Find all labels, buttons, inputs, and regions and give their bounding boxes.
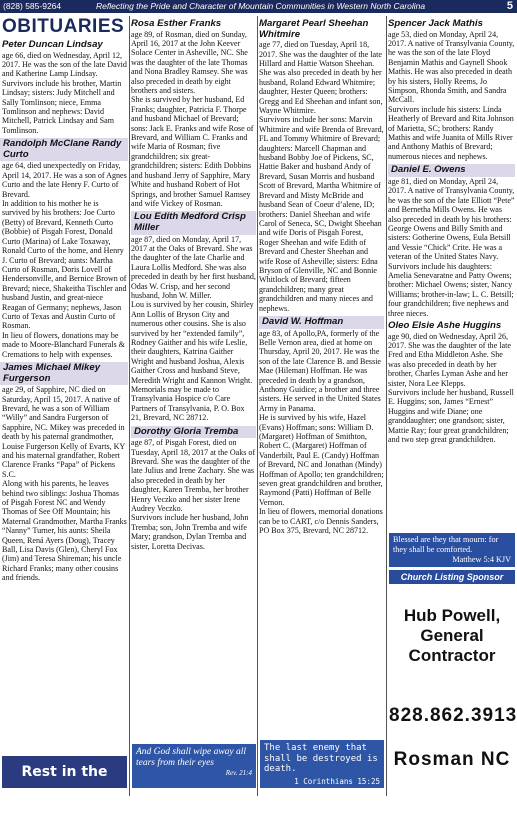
page-number: 5 xyxy=(506,0,513,12)
obituary-james-michael-mikey-furgerson xyxy=(2,362,127,583)
obituary-text: age 89, of Rosman, died on Sunday, April 16, 2017 at the John Keever Solace Center in Asheville, NC. She was the daughter of the late Thomas and Nona Bradley Ramsey. She was also preceded in death by eight brothers and sisters. She is survived by her husband, Ed Franks; daughter, Patricia F. Thorpe and husband Michael of Brevard; sons: Jack E. Franks and wife Rose of Brevard, and William C. Franks and wife Maria of Rosman; five grandchildren; six great-grandchildren; sisters: Edith Dobbins and husband Jerry of Sapphire, Mary White and husband Robert of Hot Springs, and brother Samuel Ramsey and wife Vickey of Rosman. xyxy=(131,29,254,208)
sponsor-header xyxy=(389,570,515,584)
obituary-oleo-elsie-ashe-huggins xyxy=(388,321,515,444)
obituary-david-w-hoffman xyxy=(259,316,384,536)
verse-text: And God shall wipe away all tears from their eyes xyxy=(136,747,247,768)
sponsor-location: Rosman NC xyxy=(393,749,511,770)
obituary-name: Lou Edith Medford Crisp Miller xyxy=(134,211,246,233)
banner-text: Rest in the Lord xyxy=(21,764,108,812)
obituary-text: age 90, died on Wednesday, April 26, 2017. She was the daughter of the late Fred and Etha Middleton Ashe. She was also preceded in death by her brother, Charles Lyman Ashe and her sister, Nora Lee Klepps. Survivors include her husband, Russell E. Huggins; son, James “Ernest” Huggins and wife Diane; one granddaughter; one grandson; sister, Mattie Ray; four great grandchildren; and two step great grandchildren. xyxy=(388,331,514,445)
verse-reference: 1 Corinthians 15:25 xyxy=(294,776,380,786)
obituary-randolph-mcclane-randy-curto xyxy=(2,138,127,359)
verse-reference: Matthew 5:4 KJV xyxy=(452,555,511,564)
header-tagline: Reflecting the Pride and Character of Mountain Communities in Western North Carolina xyxy=(96,1,426,11)
obituary-name: James Michael Mikey Furgerson xyxy=(3,361,101,384)
sponsor-name-line3: Contractor xyxy=(408,646,496,665)
verse-box-rev xyxy=(132,744,256,788)
obituary-rosa-esther-franks xyxy=(131,19,256,208)
obituary-peter-duncan-lindsay xyxy=(2,40,127,135)
obituary-name: Margaret Pearl Sheehan Whitmire xyxy=(259,18,369,40)
obituary-text: age 87, died on Monday, April 17, 2017 at the Oaks of Brevard. She was the daughter of the late Charlie and Laura Lollis Medford. She was also preceded in death by her first husband, Odas W. Crisp, and her second husband, John W. Miller. Lou is survived by her cousin, Shirley Ann Lollis of Bryson City and numerous other cousins. She is also survived by her “extended family”, Rodney Gaither and his wife Leslie, their daughters, Katrina Gaither Wright and husband Joshua, Alexis Gaither Cross and husband Steve, Meredith Wright and Kannon Wright. Memorials may be made to Transylvania Hospice c/o Care Partners of Transylvania, P. O. Box 21, Brevard, NC 28712. xyxy=(131,234,256,423)
section-title: OBITUARIES xyxy=(2,16,125,37)
obituary-text: age 64, died unexpectedly on Friday, April 14, 2017. He was a son of Agnes Curto and the late Henry F. Curto of Brevard. In addition to his mother he is survived by his brothers: Joe Curto (Betty) of Brevard, Kenneth Curto (Bobbie) of Pisgah Forest, Donald Curto (Marina) of Lake Toxaway, Ronald Curto of the home, and Henry J. Curto of Brevard; aunts: Martha Curto of Rosman, Doris Lovell of Hendersonville, and Bernice Brown of Brevard; niece, Shakeitha Tischler and husband Justin, and great-niece Reagan of Germany; nephews, Jason Curto of Texas and Austin Curto of Rosman. In lieu of flowers, donations may be made to Moore-Blanchard Funerals & Cremations to help with expenses. xyxy=(2,161,127,359)
obituary-text: age 87, of Pisgah Forest, died on Tuesday, April 18, 2017 at the Oaks of Brevard. She was the daughter of the late Julius and Irene Zachary. She was also preceded in death by her daughter, Karen Tremba, her brother Henry Veczko and her sister Irene Audrey Veczko. Survivors include her husband, John Tremba; son, John Tremba and wife Mary; grandson, Dylan Tremba and sister, Loretta Decivas. xyxy=(131,438,256,551)
column-rule xyxy=(257,16,258,796)
obituary-text: age 66, died on Wednesday, April 12, 2017. He was the son of the late David and Katherine Lamp Lindsay. Survivors include his brother, Martin Lindsay; sisters: Judy Mitchell and Sally Tomlinson; niece, Emma Tomlinson and nephews: David Mitchell, Patrick Lindsay and Sam Tomlinson. xyxy=(2,50,127,135)
page-header-bar xyxy=(0,0,517,13)
obituary-name: Dorothy Gloria Tremba xyxy=(134,425,239,437)
obituary-dorothy-gloria-tremba xyxy=(131,426,256,551)
sponsor-header-text: Church Listing Sponsor xyxy=(400,572,504,582)
column-rule xyxy=(129,16,130,796)
obituary-name: Spencer Jack Mathis xyxy=(388,18,483,29)
obituary-name: Rosa Esther Franks xyxy=(131,18,222,29)
sponsor-name-line1: Hub Powell, xyxy=(403,606,501,625)
obituary-spencer-jack-mathis xyxy=(388,19,515,161)
verse-box-matthew xyxy=(389,533,515,567)
obituary-name-box xyxy=(131,211,256,234)
obituary-name-box xyxy=(0,362,128,385)
obituary-lou-edith-medford-crisp-miller xyxy=(131,211,256,422)
obituary-text: age 53, died on Monday, April 24, 2017. A native of Transylvania County, he was the son of the late Floyd Benjamin Mathis and Gaynell Shook Mathis. He was also preceded in death by his sisters, Holly Reems, Jo Simpson, Rhonda Smith, and Sandra McCall. Survivors include his sisters: Linda Heatherly of Brevard and Rita Johnson of Marietta, SC; brothers: Randy Mathis and wife Juanita of Mills River and Anthony Mathis of Brevard; numerous nieces and nephews. xyxy=(388,29,515,161)
column-rule xyxy=(386,16,387,796)
column-1 xyxy=(2,16,127,750)
obituary-name-box xyxy=(388,164,515,177)
column-4 xyxy=(388,16,515,530)
column-3 xyxy=(259,16,384,742)
verse-text: The last enemy that shall be destroyed is death. xyxy=(264,743,378,774)
obituary-name: Randolph McClane Randy Curto xyxy=(3,138,122,160)
rest-in-the-lord-banner xyxy=(2,756,127,812)
sponsor-name-line2: General xyxy=(420,626,484,645)
obituary-name-box xyxy=(131,426,256,439)
obituary-text: age 77, died on Tuesday, April 18, 2017. She was the daughter of the late Hillard and Hattie Watson Sheehan. She was also preceded in death by her husband, Roland Edward Whitmire; daughter, Hester Queen; brothers: Gregg and Ed Sheehan and infant son, Wayne Whitmire. Survivors include her sons: Marvin Whitmire and wife Brenda of Brevard, FL and Tommy Whitmire of Brevard; daughters: Marcell Chapman and husband Bobby Joe of Pickens, SC, Hattie Baker and husband Andy of Brevard, Susan Morris and husband Scott of Brevard, Martha Whitmire of Brevard and Misty McBride and husband Sean of Coeur d’alene, ID; brothers: Daniel Sheehan and wife Carol of Seneca, SC, Dwight Sheehan and wife Doris of Pisgah Forest, Roger Sheehan and wife Edith of Brevard and Chester Sheehan and wife Rose of Asheville; sisters: Edna Bryson of Glenville, NC and Bonnie Whitlock of Brevard; fifteen grandchildren; many great grandchildren and many nieces and nephews. xyxy=(259,40,384,313)
column-2 xyxy=(131,16,256,742)
obituary-daniel-e-owens xyxy=(388,164,515,318)
sponsor-ad xyxy=(389,588,515,794)
obituary-name: Daniel E. Owens xyxy=(391,164,466,176)
obituary-text: age 83, of Apollo,PA, formerly of the Belle Vernon area, died at home on Thursday, April 20, 2017. He was the son of the late Clarence B. and Bessie Mae (Hileman) Hoffman. He was preceded in death by a grandson, Anthony Guidice; a brother and three sisters. He served in the United States Army in Panama. He is survived by his wife, Hazel (Evans) Hoffman; sons: William D. (Margaret) Hoffman of Smithton, Robert C. (Margaret) Hoffman of Vanderbilt, Paul E. (Candy) Hoffman of Brevard, NC and Jonathan (Mindy) Hoffman of Apollo; ten grandchildren; seven great grandchildren and brother, Raymond (Patti) Hoffman of Belle Vernon. In lieu of flowers, memorial donations can be to CART, c/o Dennis Sanders, PO Box 375, Brevard, NC 28712. xyxy=(259,328,384,536)
verse-reference: Rev. 21:4 xyxy=(225,769,252,777)
obituary-text: age 29, of Sapphire, NC died on Saturday, April 15, 2017. A native of Brevard, he was a son of William “Willy” and Sandra Furgerson of Sapphire, NC. Mikey was preceded in death by his paternal grandmother, Louise Furgerson Kelly of Evarts, KY and his maternal grandfather, Robert Clarence Franks “Papa” of Pickens S.C. Along with his parents, he leaves behind two siblings: Joshua Thomas of Pisgah Forest NC and Wendy Thomas of See Off Mountain; his Maternal Grandmother, Martha Franks “Nanny” Turner, his aunts: Sheila Queen, Rená Ayers (Doug), Tracey Ball, Lisa Davis (Glen), Cheryl Fox (Jim) and Teresa Shireman; his uncle Richard Franks; many other cousins and friends. xyxy=(2,385,127,583)
obituary-name-box xyxy=(0,138,128,161)
obituary-margaret-pearl-sheehan-whitmire xyxy=(259,19,384,313)
obituary-name: Peter Duncan Lindsay xyxy=(2,39,103,50)
verse-text: Blessed are they that mourn: for they shall be comforted. xyxy=(393,535,499,554)
obituary-text: age 81, died on Monday, April 24, 2017. A native of Transylvania County, he was the son of the late Elliott “Pete” and Bernetha Mills Owens. He was also preceded in death by his brothers: George Owens and Billy Smith and sisters: Gotherine Owens, Eula Betsill and Vessie “Chick” Crite. He was a veteran of the United States Navy. Survivors include his daughters: Amelia Senevaratne and Patty Owens; brother: Michael Owens; sister, Nancy Williams; brother-in-law; L. C. Betsill; four grandchildren; five nephews and three nieces. xyxy=(388,176,515,318)
sponsor-phone: 828.862.3913 xyxy=(389,705,517,726)
obituary-name: David W. Hoffman xyxy=(262,315,344,327)
obituary-name-box xyxy=(259,316,384,329)
verse-box-corinthians xyxy=(260,740,384,788)
obituary-name: Oleo Elsie Ashe Huggins xyxy=(388,319,502,331)
header-phone: (828) 585-9264 xyxy=(3,1,62,11)
